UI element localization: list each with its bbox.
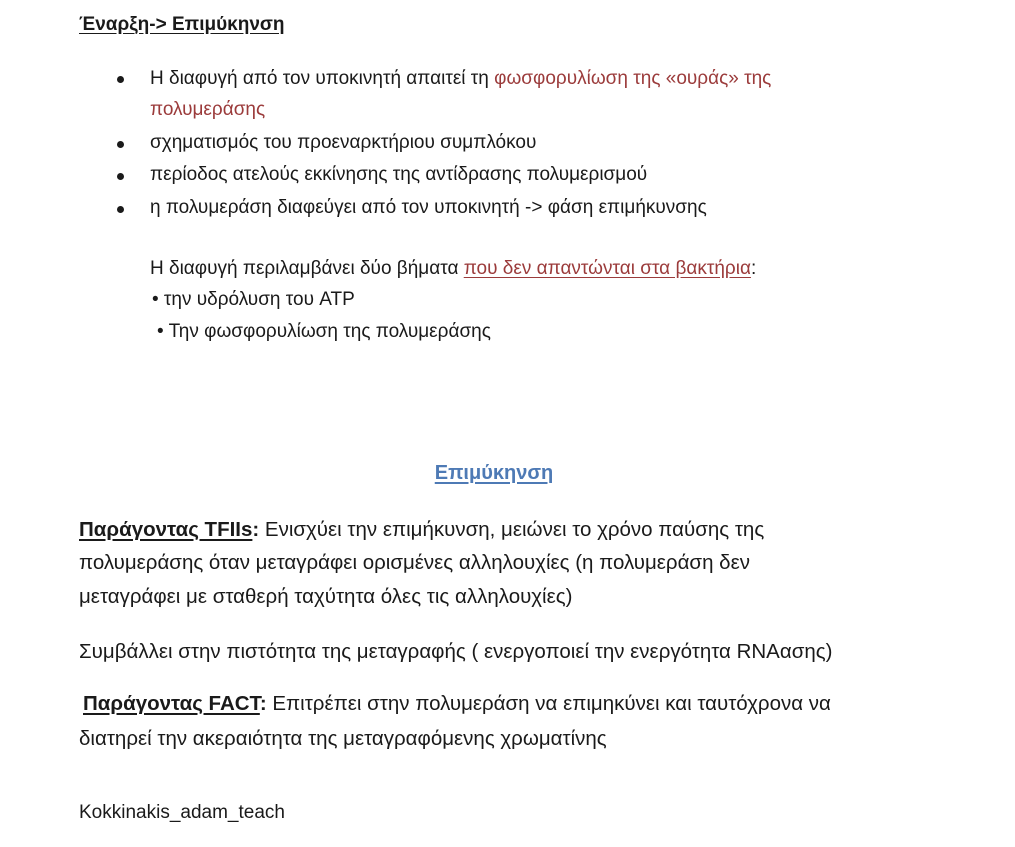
paragraph-text: Ενισχύει την επιμήκυνση, μειώνει το χρόνο παύσης της [259, 518, 765, 541]
note-intro: Η διαφυγή περιλαμβάνει δύο βήματα [150, 258, 464, 279]
author-footer: Kokkinakis_adam_teach [79, 802, 285, 823]
note-highlight-link: που δεν απαντώνται στα βακτήρια [463, 258, 751, 279]
list-item: η πολυμεράση διαφεύγει από τον υποκινητή -> φάση επιμήκυνσης [150, 197, 707, 218]
list-item: περίοδος ατελούς εκκίνησης της αντίδρασης πολυμερισμού [150, 164, 648, 185]
note-colon: : [750, 258, 757, 279]
factor-label-tfiis: Παράγοντας TFIIs [79, 518, 253, 541]
paragraph-fact-line1 [83, 692, 831, 716]
note-step-atp: • την υδρόλυση του ATP [152, 289, 355, 310]
list-item: σχηματισμός του προεναρκτήριου συμπλόκου [150, 132, 537, 153]
list-item-text: Η διαφυγή από τον υποκινητή απαιτεί τη [150, 68, 495, 89]
paragraph-tfiis-line1 [79, 518, 764, 542]
paragraph-text: Επιτρέπει στην πολυμεράση να επιμηκύνει και ταυτόχρονα να [266, 692, 831, 715]
label-colon: : [252, 518, 260, 541]
factor-label-fact: Παράγοντας FACT [83, 692, 260, 715]
section-heading-initiation: Έναρξη-> Επιμύκηνση [79, 14, 285, 35]
paragraph-fidelity: Συμβάλλει στην πιστότητα της μεταγραφής ( ενεργοποιεί την ενεργότητα RNAασης) [79, 640, 833, 663]
list-item [150, 68, 771, 90]
highlighted-text: φωσφορυλίωση της «ουράς» της [494, 68, 772, 89]
section-heading-elongation: Επιμύκηνση [434, 462, 554, 484]
paragraph-fact-line2: διατηρεί την ακεραιότητα της μεταγραφόμενης χρωματίνης [79, 727, 607, 750]
paragraph-tfiis-line2: πολυμεράσης όταν μεταγράφει ορισμένες αλληλουχίες (η πολυμεράση δεν [79, 551, 750, 574]
note-step-phosphorylation: • Την φωσφορυλίωση της πολυμεράσης [157, 321, 491, 342]
label-colon: : [259, 692, 267, 715]
bullet-dot [117, 173, 124, 180]
bullet-dot [117, 206, 124, 213]
escape-note [150, 258, 756, 280]
bullet-dot [117, 76, 124, 83]
list-item-continuation: πολυμεράσης [150, 99, 266, 120]
bullet-dot [117, 141, 124, 148]
paragraph-tfiis-line3: μεταγράφει με σταθερή ταχύτητα όλες τις αλληλουχίες) [79, 585, 573, 608]
